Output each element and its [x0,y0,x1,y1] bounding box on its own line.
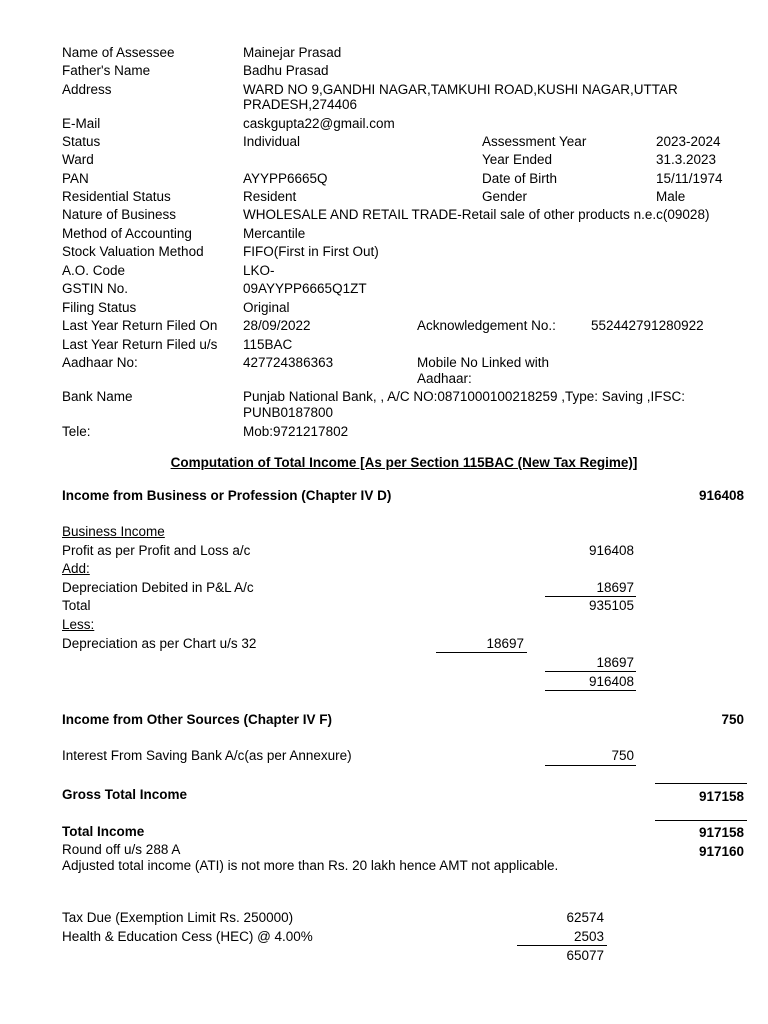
aadhaar-value: 427724386363 [243,355,334,370]
year-ended-label: Year Ended [482,152,553,167]
residential-status-value: Resident [243,189,297,204]
underline-business-net [545,690,636,691]
underline-cess [517,945,607,946]
ward-label: Ward [62,152,94,167]
stock-valuation-label: Stock Valuation Method [62,244,204,259]
filing-status-value: Original [243,300,290,315]
underline-interest [545,765,636,766]
rule-above-gross-total [655,783,747,784]
total-income-label: Total Income [62,824,145,839]
gross-total-income-value: 917158 [698,789,744,804]
profit-label: Profit as per Profit and Loss a/c [62,543,251,558]
method-of-accounting-label: Method of Accounting [62,226,192,241]
assessment-year-value: 2023-2024 [656,134,721,149]
profit-value: 916408 [588,543,634,558]
father-value: Badhu Prasad [243,63,329,78]
total-label: Total [62,598,91,613]
less-total-value: 18697 [596,655,634,670]
gender-value: Male [656,189,686,204]
gender-label: Gender [482,189,528,204]
assessment-year-label: Assessment Year [482,134,587,149]
depreciation-debited-label: Depreciation Debited in P&L A/c [62,580,254,595]
gstin-value: 09AYYPP6665Q1ZT [243,281,367,296]
ao-code-label: A.O. Code [62,263,126,278]
status-value: Individual [243,134,301,149]
business-net-value: 916408 [588,674,634,689]
acknowledgement-value: 552442791280922 [591,318,704,333]
address-line-1: WARD NO 9,GANDHI NAGAR,TAMKUHI ROAD,KUSHI NAGAR,UTTAR [243,82,678,97]
total-value: 935105 [588,598,634,613]
gross-total-income-label: Gross Total Income [62,787,188,802]
rule-above-total-income [655,820,747,821]
nature-of-business-label: Nature of Business [62,207,177,222]
depreciation-chart-value: 18697 [486,636,524,651]
stock-valuation-value: FIFO(First in First Out) [243,244,379,259]
dob-label: Date of Birth [482,171,558,186]
other-sources-heading: Income from Other Sources (Chapter IV F) [62,712,333,727]
computation-heading: Computation of Total Income [As per Section 115BAC (New Tax Regime)] [170,455,638,470]
address-label: Address [62,82,112,97]
pan-value: AYYPP6665Q [243,171,328,186]
name-value: Mainejar Prasad [243,45,342,60]
last-return-filed-on-value: 28/09/2022 [243,318,311,333]
business-income-heading: Income from Business or Profession (Chapter IV D) [62,488,392,503]
dob-value: 15/11/1974 [656,171,723,186]
bank-details-line-2: PUNB0187800 [243,405,334,420]
tax-due-value: 62574 [566,910,604,925]
last-return-filed-us-value: 115BAC [243,337,293,352]
business-income-subheading: Business Income [62,524,165,539]
underline-depreciation-debited [545,596,636,597]
year-ended-value: 31.3.2023 [656,152,717,167]
cess-label: Health & Education Cess (HEC) @ 4.00% [62,929,313,944]
interest-value: 750 [611,748,634,763]
residential-status-label: Residential Status [62,189,171,204]
mobile-linked-label-line-2: Aadhaar: [417,371,472,386]
underline-less-total [545,671,636,672]
amt-note: Adjusted total income (ATI) is not more than Rs. 20 lakh hence AMT not applicable. [62,858,559,873]
total-income-value: 917158 [698,825,744,840]
pan-label: PAN [62,171,89,186]
underline-depreciation-chart [436,652,527,653]
round-off-label: Round off u/s 288 A [62,842,181,857]
add-label: Add: [62,561,90,576]
last-return-filed-us-label: Last Year Return Filed u/s [62,337,218,352]
filing-status-label: Filing Status [62,300,137,315]
mobile-linked-label-line-1: Mobile No Linked with [417,355,550,370]
aadhaar-label: Aadhaar No: [62,355,138,370]
name-label: Name of Assessee [62,45,175,60]
last-return-filed-on-label: Last Year Return Filed On [62,318,218,333]
method-of-accounting-value: Mercantile [243,226,306,241]
tele-label: Tele: [62,424,91,439]
acknowledgement-label: Acknowledgement No.: [417,318,556,333]
nature-of-business-value: WHOLESALE AND RETAIL TRADE-Retail sale of other products n.e.c(09028) [243,207,710,222]
status-label: Status [62,134,101,149]
depreciation-chart-label: Depreciation as per Chart u/s 32 [62,636,257,651]
business-income-total: 916408 [698,488,744,503]
less-label: Less: [62,617,95,632]
email-label: E-Mail [62,116,101,131]
tele-value: Mob:9721217802 [243,424,349,439]
address-line-2: PRADESH,274406 [243,97,358,112]
email-value: caskgupta22@gmail.com [243,116,395,131]
cess-value: 2503 [573,929,604,944]
gstin-label: GSTIN No. [62,281,129,296]
interest-label: Interest From Saving Bank A/c(as per Annexure) [62,748,352,763]
round-off-value: 917160 [698,844,744,859]
other-sources-total: 750 [721,712,744,727]
tax-total-value: 65077 [566,948,604,963]
father-label: Father's Name [62,63,151,78]
depreciation-debited-value: 18697 [596,580,634,595]
ao-code-value: LKO- [243,263,275,278]
bank-name-label: Bank Name [62,389,133,404]
tax-due-label: Tax Due (Exemption Limit Rs. 250000) [62,910,294,925]
bank-details-line-1: Punjab National Bank, , A/C NO:0871000100218259 ,Type: Saving ,IFSC: [243,389,686,404]
